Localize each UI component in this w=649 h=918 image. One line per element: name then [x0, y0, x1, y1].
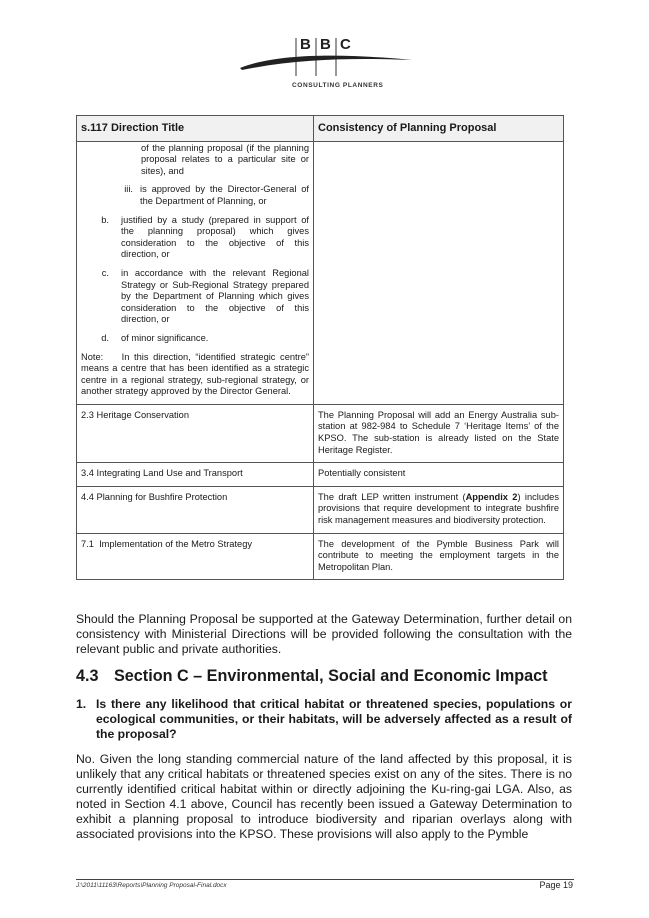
footer-file-path: J:\2011\11163\Reports\Planning Proposal-Final.docx	[76, 882, 227, 889]
list-marker: iii.	[124, 184, 133, 195]
list-item-b	[81, 215, 309, 261]
question-text: Is there any likelihood that critical habitat or threatened species, populations or ecological communities, or their habitats, will be adversely affected as a result of the proposal?	[96, 697, 572, 742]
section-title: Section C – Environmental, Social and Economic Impact	[114, 667, 548, 685]
logo-letter-b1: B	[300, 36, 311, 53]
consistency-cell: Potentially consistent	[314, 463, 564, 487]
list-text: of minor significance.	[121, 332, 209, 343]
list-marker: c.	[101, 267, 109, 278]
consistency-cell	[314, 486, 564, 533]
column-header-consistency: Consistency of Planning Proposal	[314, 116, 564, 142]
question-number: 1.	[76, 697, 87, 711]
logo-letter-b2: B	[320, 36, 331, 53]
page-number: Page 19	[539, 880, 573, 890]
list-item-c	[81, 268, 309, 326]
section-number: 4.3	[76, 667, 99, 685]
logo-letter-c: C	[340, 36, 351, 53]
s117-directions-table	[76, 115, 564, 580]
answer-paragraph: No. Given the long standing commercial nature of the land affected by this proposal, it is unlikely that any critical habitats or threatened species exist on any of the sites. There is no currently identified critical habitat within or directly adjoining the Ku-ring-gai LGA. Also, as noted in Section 4.1 above, Council has recently been issued a Gateway Determination to exhibit a planning proposal to introduce biodiversity and riparian overlays along with associated provisions into the KPSO. These provisions will also apply to the Pymble	[76, 752, 572, 842]
list-item-d	[81, 333, 309, 345]
table-row-bushfire	[77, 486, 564, 533]
logo-tagline: CONSULTING PLANNERS	[292, 82, 384, 89]
direction-title-cell: 3.4 Integrating Land Use and Transport	[77, 463, 314, 487]
direction-cell	[77, 141, 314, 404]
list-text: is approved by the Director-General of the Department of Planning, or	[140, 184, 309, 206]
list-marker: b.	[101, 214, 109, 225]
bbc-logo	[240, 36, 412, 94]
list-text: justified by a study (prepared in support of the planning proposal) which gives consideration to the objective of this direction, or	[121, 214, 309, 260]
list-marker: d.	[101, 332, 109, 343]
direction-title-cell: 2.3 Heritage Conservation	[77, 404, 314, 462]
consistency-text-part: The draft LEP written instrument (	[318, 491, 466, 502]
direction-note: Note: In this direction, “identified strategic centre” means a centre that has been identified as a strategic centre in a regional strategy, sub-regional strategy, or another strategy approved by the Director General.	[81, 351, 312, 397]
consistency-cell: The Planning Proposal will add an Energy Australia sub-station at 982-984 to Schedule 7 ‘Heritage Items’ of the KPSO. The sub-station is already listed on the State Heritage Register.	[314, 404, 564, 462]
footer-divider	[76, 879, 574, 880]
consistency-cell: The development of the Pymble Business Park will contribute to meeting the employment targets in the Metropolitan Plan.	[314, 533, 564, 580]
direction-title-cell: 4.4 Planning for Bushfire Protection	[77, 486, 314, 533]
table-row-metro-strategy	[77, 533, 564, 580]
column-header-direction-title: s.117 Direction Title	[77, 116, 314, 142]
consistency-text-part: ) includes provisions that require development to integrate bushfire risk management measures and biodiversity protection.	[318, 491, 559, 526]
consistency-cell-empty	[314, 141, 564, 404]
table-row-land-use-transport	[77, 463, 564, 487]
appendix-reference: Appendix 2	[465, 491, 518, 502]
continued-text: of the planning proposal (if the planning proposal relates to a particular site or sites), and	[141, 142, 309, 176]
table-row-heritage	[77, 404, 564, 462]
table-row-continued-direction	[77, 141, 564, 404]
section-heading	[76, 667, 548, 686]
gateway-paragraph: Should the Planning Proposal be supported at the Gateway Determination, further detail on consistency with Ministerial Directions will be provided following the consultation with the relevant public and private authorities.	[76, 612, 572, 657]
list-text: in accordance with the relevant Regional Strategy or Sub-Regional Strategy prepared by the Department of Planning which gives consideration to the objective of this direction, or	[121, 267, 309, 325]
question-item	[76, 697, 572, 742]
list-item-iii	[81, 184, 309, 207]
table-header-row	[77, 116, 564, 142]
direction-title-cell: 7.1 Implementation of the Metro Strategy	[77, 533, 314, 580]
